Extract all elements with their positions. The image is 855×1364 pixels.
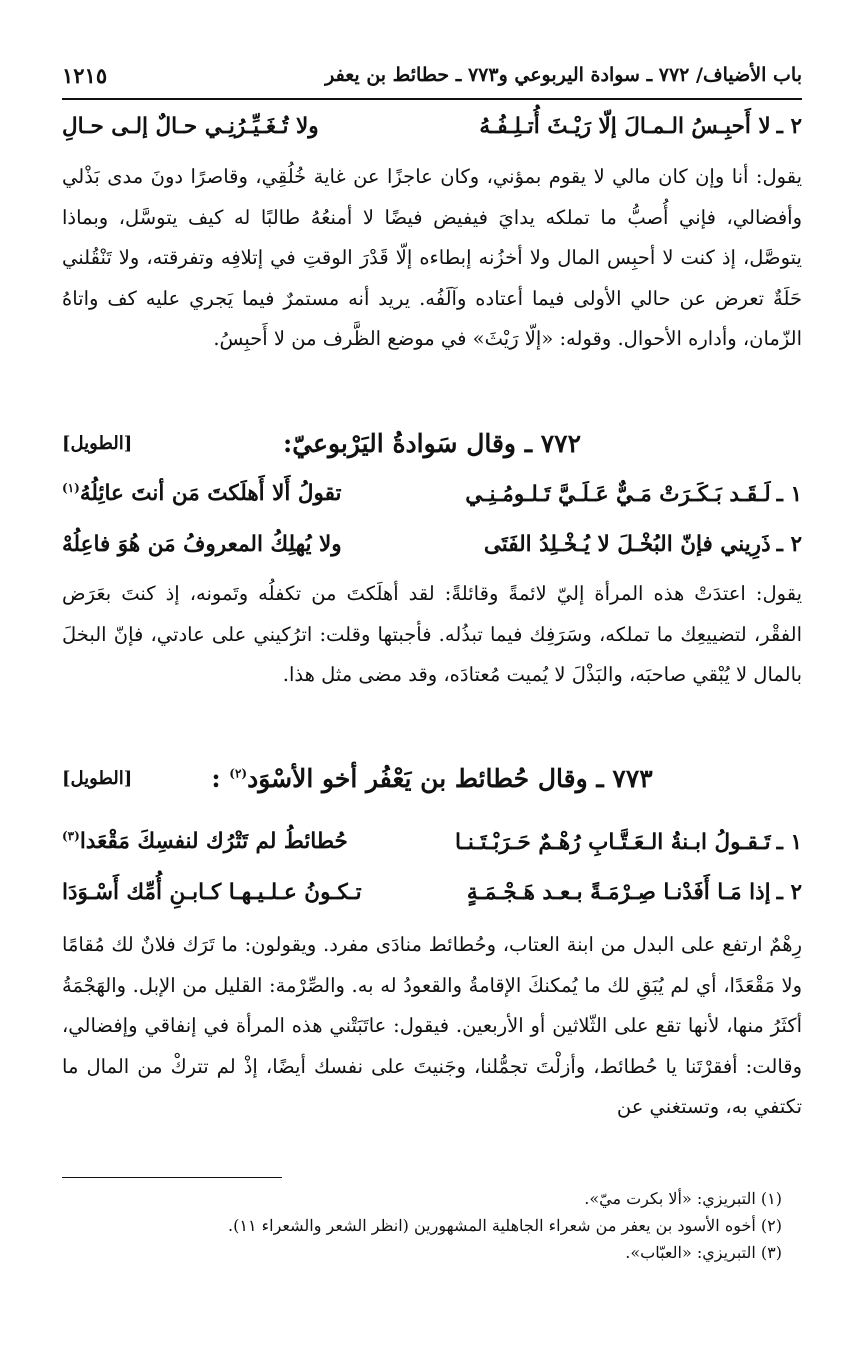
verse-hemistich-text: حُطائطُ لم تَتْرُك لنفسِكَ مَقْعَدا [79, 829, 348, 855]
verse-number: ١ ـ [776, 829, 802, 855]
poem-title [211, 764, 652, 793]
commentary-paragraph: يقول: أنا وإن كان مالي لا يقوم بمؤني، وكان عاجزًا عن غاية خُلُقِي، وقاصرًا دونَ مدى بَذْلي وأفضالي، فإني أُصبُّ ما تملكه يدايَ فيفيض فيضًا لا أمنعُهُ طالبًا له كيف يتوسَّل، وبماذا يتوصَّل، إذ كنت لا أحبِس المال ولا أخزُنه إبطاءه إلّا قَدْرَ الوقتِ في إتلافِه وتفرقته، ولا تَنْقُلني حَلَةٌ تعرض عن حالي الأولى فيما أعتاده وآلَفُه. يريد أنه مستمرٌ فيما يَجري عليه كف واتاهُ الزّمان، وأداره الأحوال. وقوله: «إلّا رَيْثَ» في موضع الظَّرف من لا أَحبِسُ. [62, 165, 802, 350]
poem-title: ٧٧٢ ـ وقال سَوادةُ اليَرْبوعيّ: [282, 428, 582, 458]
commentary-block [62, 157, 802, 360]
page-number: ١٢١٥ [62, 62, 108, 88]
poem-heading [62, 755, 802, 801]
commentary-block [62, 574, 802, 696]
book-page [62, 0, 802, 1364]
verse-hemistich-first: لا أَحبِـسُ الـمـالَ إلّا رَيْـثَ أُتـلِـفُـهُ [479, 113, 771, 139]
poem-heading [62, 420, 802, 466]
verse-line [62, 106, 802, 146]
verse-hemistich-second [62, 481, 416, 506]
verse-hemistich-text: تقولُ أَلا أَهلَكتَ مَن أنتَ عائِلُهُ [79, 481, 342, 507]
running-header [62, 52, 802, 100]
footnote: (١) التبريزي: «ألا بكرت ميّ». [584, 1189, 782, 1208]
footnote-marker: (٣) [61, 829, 80, 844]
verse-line [62, 474, 802, 514]
header-title: باب الأضياف/ ٧٧٢ ـ سوادة اليربوعي و٧٧٣ ـ حطائط بن يعفر [325, 64, 802, 86]
verse-line [62, 822, 802, 862]
verse-number: ٢ ـ [776, 113, 802, 139]
verse-hemistich-second [62, 829, 416, 854]
verse-number: ٢ ـ [776, 879, 802, 905]
verse-hemistich-second: ولا يُهلِكُ المعروفُ مَن هُوَ فاعِلُهْ [61, 531, 342, 557]
commentary-paragraph: رِهْمٌ ارتفع على البدل من ابنة العتاب، وحُطائط منادَى مفرد. ويقولون: ما تَرَك فلانٌ لك مُقامًا ولا مَقْعَدًا، أي لم يُبَقِ لك ما يُمكنكَ الإقامةُ والقعودُ له به. والصِّرْمة: القليل من الإبل. والهَجْمَةُ أكثَرُ منها، لأنها تقع على الثّلاثين أو الأربعين. فيقول: عاتَبَتْني هذه المرأة في إنفاقي وإفضالي، وقالت: أفقرْتَنا يا حُطائط، وأزلْتَ تجمُّلنا، وجَنيتَ على نفسك أيضًا، إذْ لم تتركْ من المال ما تكتفي به، وتستغني عن [62, 933, 802, 1118]
verse-line [62, 524, 802, 564]
poem-meter: [الطويل] [62, 767, 133, 789]
verse-hemistich-first: ذَرِيني فإنّ البُخْـلَ لا يُـخْـلِدُ الفَتَى [483, 531, 771, 557]
footnote-marker: (١) [61, 481, 80, 496]
verse-number: ١ ـ [776, 481, 802, 507]
footnote-marker: (٢) [229, 766, 248, 781]
verse-hemistich-first: لَـقَـد بَـكَـرَتْ مَـيٌّ عَـلَـيَّ تَـلـومُـنِـي [465, 481, 771, 507]
verse-hemistich-second: تـكـونُ عـلـيـهـا كـابـنِ أُمِّك أَسْـوَدَا [61, 879, 362, 905]
footnotes [62, 1185, 782, 1266]
commentary-paragraph: يقول: اعتدَتْ هذه المرأة إليّ لائمةً وقائلةً: لقد أهلَكتَ من تكفلُه وتَمونه، إذ كنتَ بعَرَض الفقْر، لتضييعِك ما تملكه، وسَرَفِك فيما تبذُله. فأجبتها وقلت: اترُكيني على عادتي، فإنّ البخلَ بالمال لا يُبْقي صاحبَه، والبَذْلَ لا يُميت مُعتادَه، وقد مضى مثل هذا. [62, 582, 802, 686]
commentary-block [62, 925, 802, 1128]
poem-title-colon: : [211, 763, 221, 793]
verse-number: ٢ ـ [776, 531, 802, 557]
verse-hemistich-first: تَـقـولُ ابـنةُ الـعَـتَّـابِ رُهْـمٌ حَـرَبْـتَـنـا [454, 829, 771, 855]
verse-line [62, 872, 802, 912]
footnote: (٢) أخوه الأسود بن يعفر من شعراء الجاهلية المشهورين (انظر الشعر والشعراء ١١). [228, 1216, 782, 1235]
verse-hemistich-first: إذا مَـا أَفَدْنـا صِـرْمَـةً بـعـد هَـجْـمَـةٍ [466, 879, 771, 905]
footnote-separator [62, 1177, 282, 1178]
verse-hemistich-second: ولا تُـغَـيِّـرُنِـي حـالٌ إلـى حـالِ [61, 113, 319, 139]
footnote: (٣) التبريزي: «العبّاب». [625, 1243, 782, 1262]
poem-meter: [الطويل] [62, 432, 133, 454]
poem-title-text: ٧٧٣ ـ وقال حُطائط بن يَعْفُر أخو الأسْوَد [247, 763, 653, 793]
